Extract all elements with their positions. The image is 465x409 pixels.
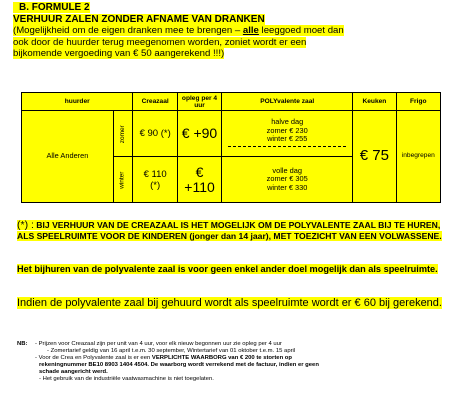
formula-title	[13, 2, 453, 14]
poly-halve-title: halve dag	[271, 117, 304, 127]
poly-halve-zomer: zomer € 230	[266, 125, 308, 135]
cell-poly-volle-dag	[222, 157, 353, 203]
intro-line3: bijkomende vergoeding van € 50 aangerekend !!!)	[13, 48, 225, 60]
header-creazaal: Creazaal	[133, 93, 177, 111]
cell-frigo: inbegrepen	[396, 111, 440, 203]
nb-line	[17, 369, 447, 376]
intro-line1b: leeggoed moet dan	[258, 25, 344, 37]
header-keuken: Keuken	[353, 93, 396, 111]
nb-line	[17, 355, 447, 362]
intro-alle: alle	[242, 25, 259, 37]
crea-winter-mark: (*)	[150, 179, 161, 191]
cell-season-winter	[113, 157, 133, 203]
header-frigo: Frigo	[396, 93, 440, 111]
section-heading	[13, 2, 453, 60]
creazaal-note	[17, 220, 447, 242]
poly-volle-winter: winter € 330	[267, 182, 308, 192]
nb-line3a: - Voor de Crea en Polyvalente zaal is er een	[35, 355, 152, 362]
intro-line2: ook door de huurder terug meegenomen worden, zoniet wordt er een	[13, 36, 307, 48]
cell-huurder: Alle Anderen	[22, 111, 114, 203]
season-label: winter	[118, 171, 126, 189]
cell-poly-halve-dag	[222, 111, 353, 157]
nb-line	[17, 341, 447, 348]
cell-opleg-zomer: € +90	[177, 111, 221, 157]
nb-line3b: VERPLICHTE WAARBORG van € 200 te storten op	[151, 355, 292, 362]
poly-halve-winter: winter € 255	[267, 134, 308, 144]
speelruimte-note	[17, 264, 447, 276]
nb-line5: schade aangericht werd.	[39, 369, 108, 376]
cell-keuken: € 75	[353, 111, 396, 203]
speelruimte-note-text: Het bijhuren van de polyvalente zaal is voor geen enkel ander doel mogelijk dan als speelruimte.	[17, 264, 438, 274]
table-row	[22, 111, 441, 157]
cell-season-zomer	[113, 111, 133, 157]
price-table	[21, 92, 441, 203]
title-text: B. FORMULE 2	[13, 2, 90, 13]
poly-volle-zomer: zomer € 305	[266, 174, 308, 184]
opleg-winter-sym: €	[195, 163, 204, 180]
header-poly: POLYvalente zaal	[222, 93, 353, 111]
nb-line: - Het gebruik van de industriële vaatwasmachine is niet toegelaten.	[39, 376, 214, 383]
nb-line: - Zomertarief geldig van 16 april t.e.m. 30 september, Wintertarief van 01 oktober t.e.m. 15 april	[47, 348, 296, 355]
surcharge-note	[17, 297, 447, 311]
opleg-winter-value: +110	[184, 178, 215, 195]
crea-winter-price: € 110	[143, 168, 167, 180]
surcharge-note-text: Indien de polyvalente zaal bij gehuurd wordt als speelruimte wordt er € 60 bij gerekend.	[17, 297, 442, 309]
cell-opleg-winter	[177, 157, 221, 203]
creazaal-note-text: BIJ VERHUUR VAN DE CREAZAAL IS HET MOGELIJK OM DE POLYVALENTE ZAAL BIJ TE HUREN, ALS SPEELRUIMTE VOOR DE KINDEREN (jonger dan 14 jaar), MET TOEZICHT VAN EEN VOLWASSENE.	[17, 220, 442, 241]
intro-line1a: (Mogelijkheid om de eigen dranken mee te brengen –	[13, 25, 243, 37]
asterisk-marker: (*) :	[17, 219, 34, 231]
nb-line4: rekeningnummer BE10 8903 1404 4504. De waarborg wordt verrekend met de factuur, indien er geen	[39, 362, 319, 369]
nb-label: NB:	[17, 341, 28, 347]
poly-volle-title: volle dag	[272, 165, 303, 175]
table-header-row	[22, 93, 441, 111]
formula-subtitle	[13, 14, 453, 26]
header-opleg: opleg per 4 uur	[177, 93, 221, 111]
nb-line1: - Prijzen voor Creazaal zijn per unit van 4 uur, voor elk nieuw begonnen uur zie opleg per 4 uur	[35, 341, 282, 347]
nb-footnotes	[17, 341, 447, 384]
season-label: zomer	[118, 124, 126, 144]
subtitle-text: VERHUUR ZALEN ZONDER AFNAME VAN DRANKEN	[13, 13, 265, 25]
header-huurder: huurder	[22, 93, 133, 111]
intro-text	[13, 25, 344, 59]
nb-line	[17, 362, 447, 369]
cell-crea-winter	[133, 157, 177, 203]
cell-crea-zomer: € 90 (*)	[133, 111, 177, 157]
dashed-divider	[228, 146, 346, 147]
